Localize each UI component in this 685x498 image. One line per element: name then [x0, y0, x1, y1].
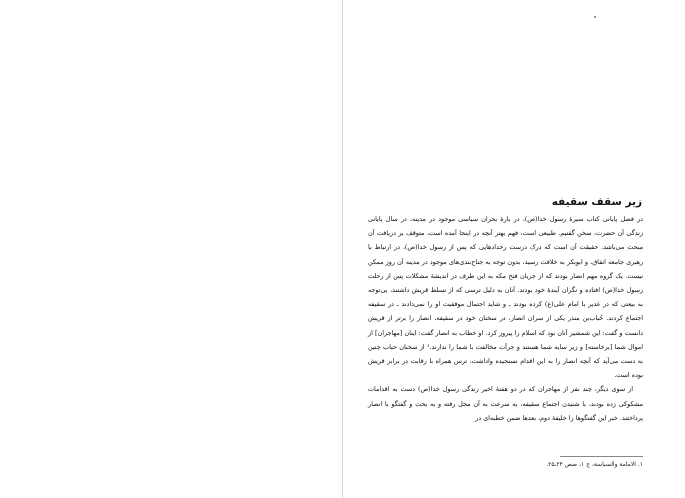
- left-page-blank: [0, 0, 342, 498]
- body-text: [368, 212, 643, 425]
- footnote: ۱. الامامة والسیاسة، ج ۱، صص ۲۴ـ۲۵.: [546, 461, 643, 468]
- paragraph: از سوی دیگر، چند نفر از مهاجران که در دو هفتهٔ اخیر زندگی رسول خدا(ص) دست به اقدامات مشکوکی زده بودند، با شنیدن اجتماع سقیفه، به سرعت به آن محل رفته و به بحث و گفتگو با انصار پرداختند. خبر این گفتگوها را خلیفهٔ دوم، بعدها ضمن خطبه‌ای در: [368, 385, 643, 422]
- paragraph: در فصل پایانی کتاب سیرهٔ رسول خدا(ص)، در بارهٔ بحران سیاسی موجود در مدینه، در سال پایانی زندگی آن حضرت، سخن گفتیم. طبیعی است، فهم بهتر آنچه در اینجا آمده است، متوقف بر دریافت آن مبحث می‌باشد. حقیقت آن است که درک درست رخدادهایی که پس از رسول خدا(ص)، در ارتباط با رهبری جامعه اتفاق، و ابوبکر به خلافت رسید، بدون توجه به جناح‌بندی‌های موجود در مدینه آن روز ممکن نیست. یک گروه مهم انصار بودند که از جریان فتح مکه به این طرف در اندیشهٔ مشکلات پس از رحلت رسول خدا(ص) افتاده و نگران آیندهٔ خود بودند. آنان به دلیل ترسی که از تسلط قریش داشتند، بی‌توجه به بیعتی که در غدیر با امام علی(ع) کرده بودند ـ و شاید احتمال موفقیت او را نمی‌دادند ـ در سقیفه اجتماع کردند. حُباب‌بن منذر یکی از سران انصار، در سخنان خود در سقیفه، انصار را برتر از قریش دانست و گفت: این شمشیر آنان بود که اسلام را پیروز کرد. او خطاب به انصار گفت: اینان [مهاجران] از اموال شما [برخاسته] و زیر سایه شما هستند و جرأت مخالفت با شما را ندارند.¹ از سخنان حباب چنین به دست می‌آید که آنچه انصار را به این اقدام نسنجیده واداشت، ترس همراه با رقابت در برابر قریش بوده است.: [368, 215, 643, 380]
- footnote-rule: [560, 456, 643, 457]
- section-heading: زیر سقف سقیفه: [551, 196, 642, 208]
- page-speck: [594, 16, 596, 18]
